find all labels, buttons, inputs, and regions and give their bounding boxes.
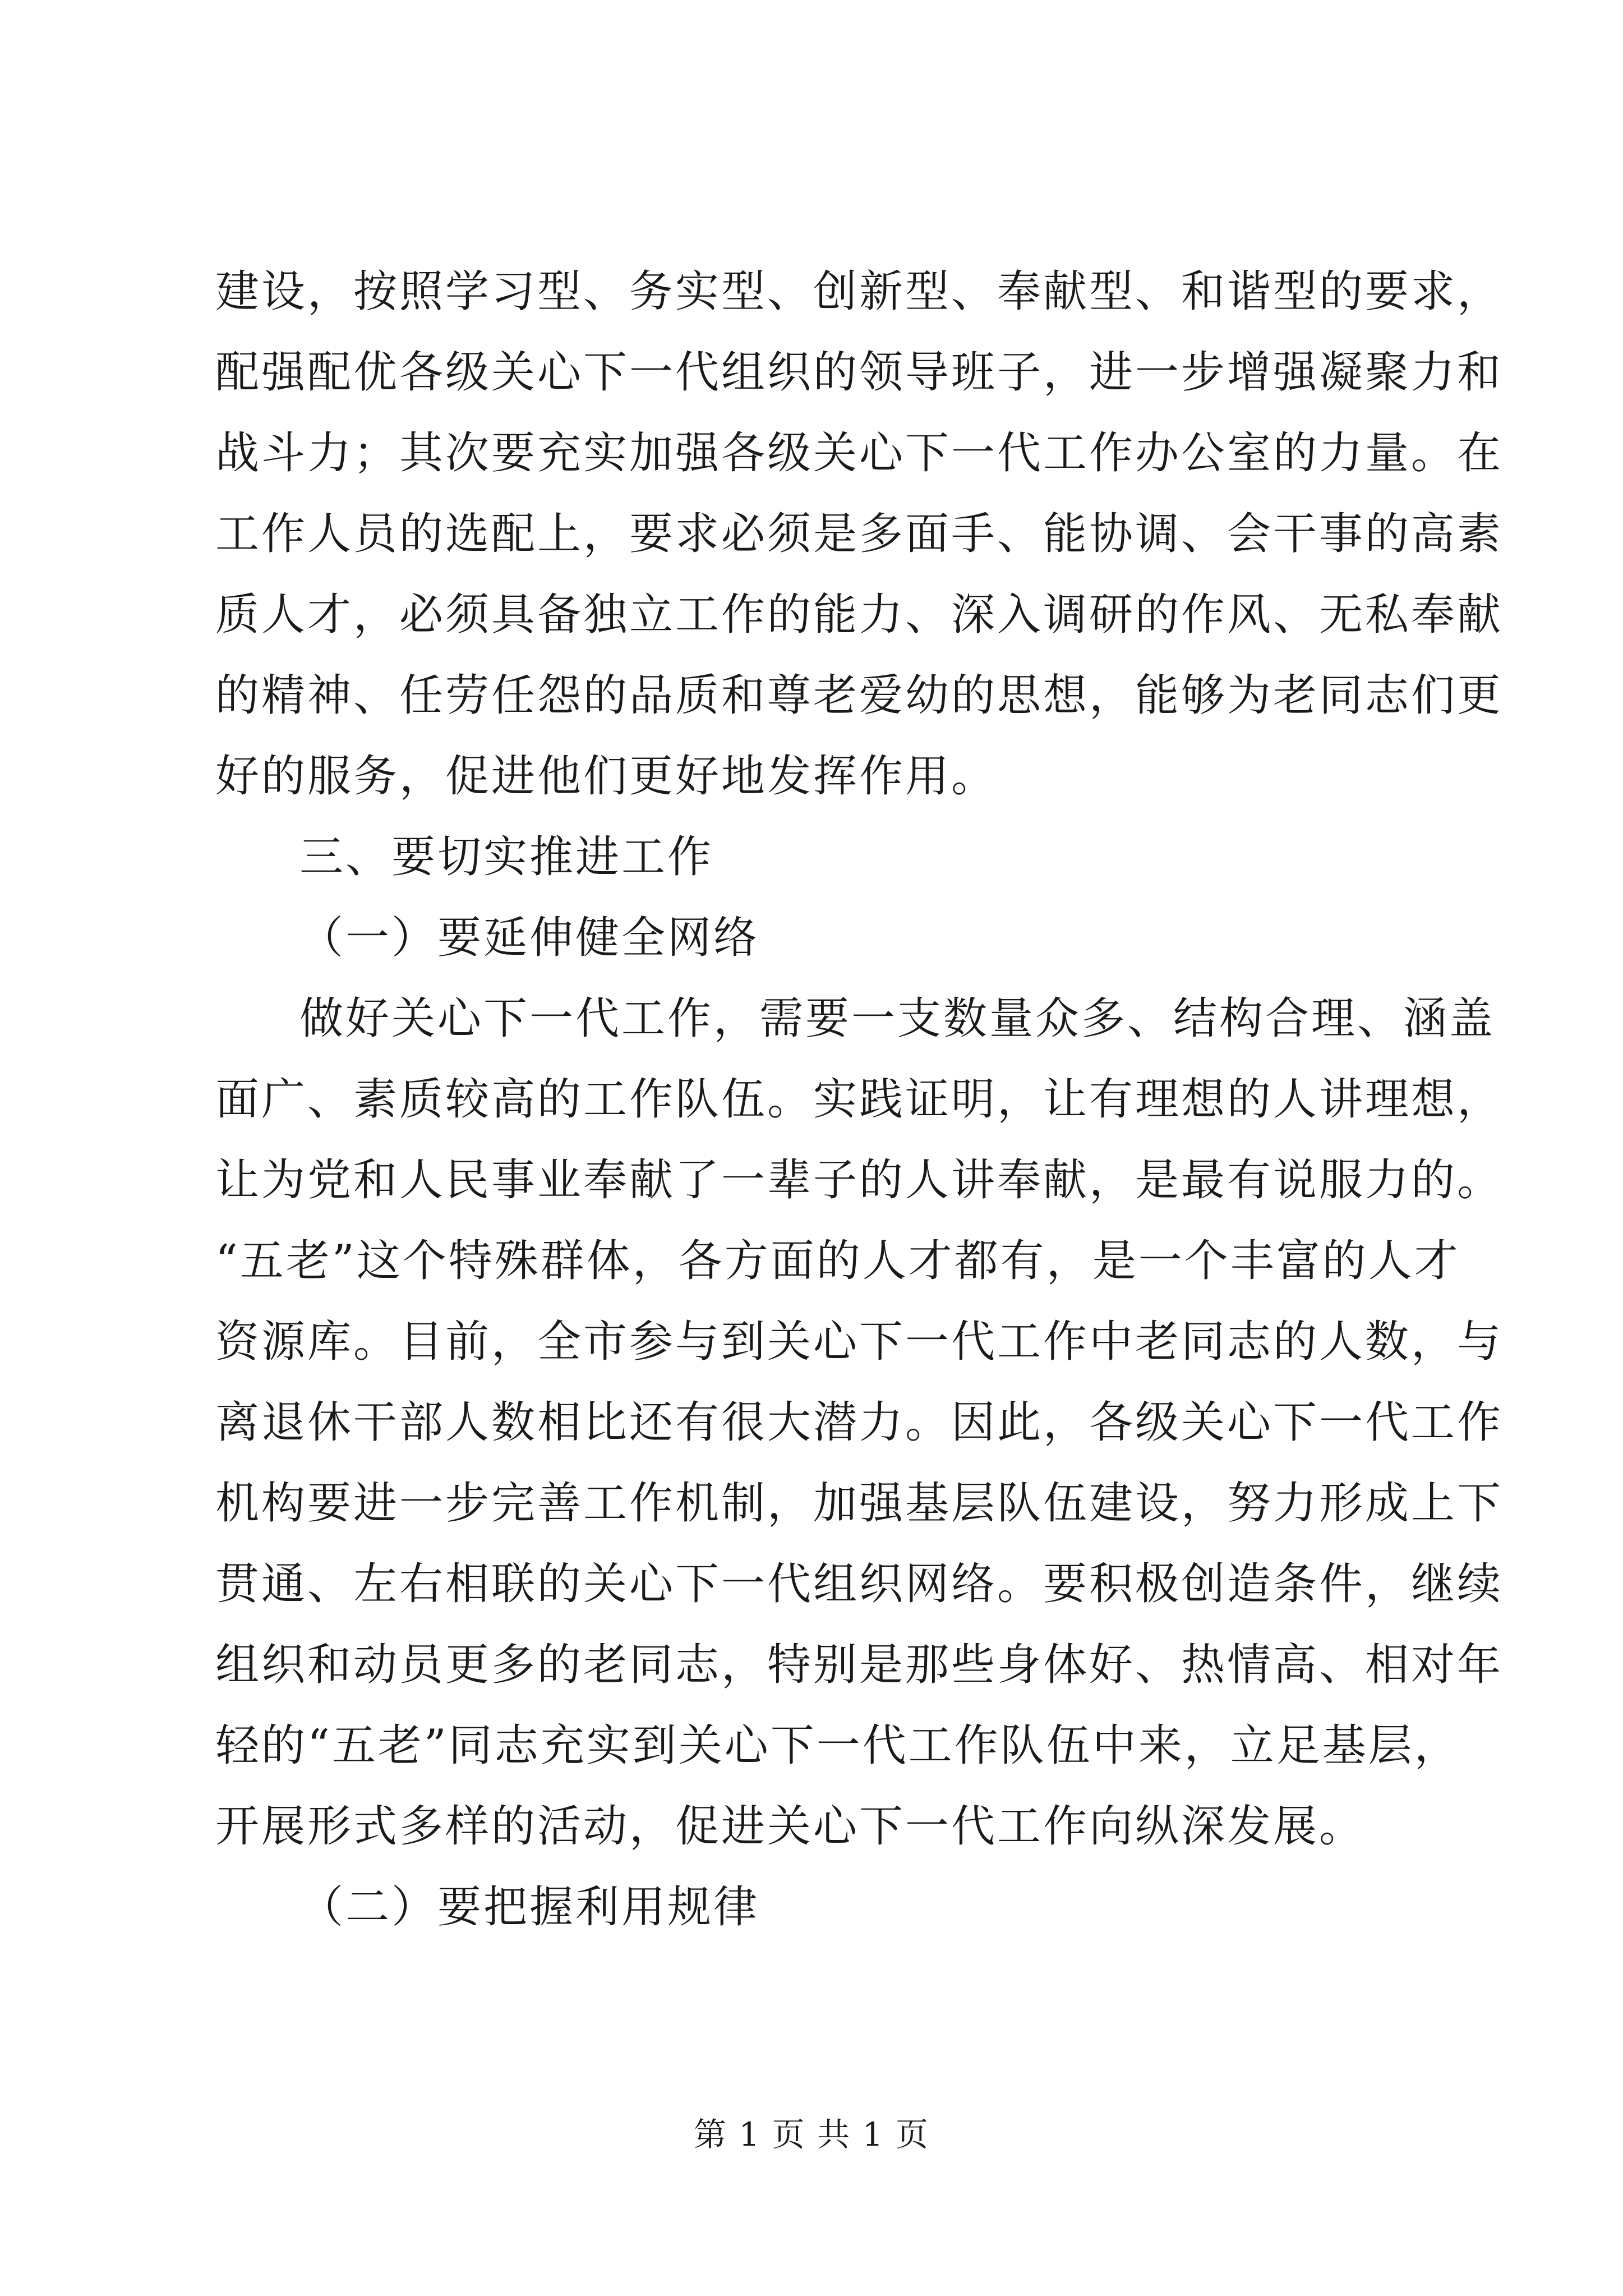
text-line: （一）要延伸健全网络 [299, 913, 760, 963]
text-line: 机构要进一步完善工作机制，加强基层队伍建设，努力形成上下 [215, 1478, 1504, 1529]
text-line: 资源库。目前，全市参与到关心下一代工作中老同志的人数，与 [215, 1317, 1504, 1367]
text-line: 的精神、任劳任怨的品质和尊老爱幼的思想，能够为老同志们更 [215, 670, 1504, 721]
text-line: 轻的“五老”同志充实到关心下一代工作队伍中来，立足基层， [215, 1720, 1460, 1771]
text-line: 工作人员的选配上，要求必须是多面手、能协调、会干事的高素 [215, 509, 1504, 559]
text-line: 战斗力；其次要充实加强各级关心下一代工作办公室的力量。在 [215, 428, 1504, 478]
text-line: 建设，按照学习型、务实型、创新型、奉献型、和谐型的要求， [215, 266, 1504, 317]
text-line: 配强配优各级关心下一代组织的领导班子，进一步增强凝聚力和 [215, 347, 1504, 398]
text-line: 开展形式多样的活动，促进关心下一代工作向纵深发展。 [215, 1801, 1366, 1852]
text-line: 组织和动员更多的老同志，特别是那些身体好、热情高、相对年 [215, 1640, 1504, 1690]
text-line: 让为党和人民事业奉献了一辈子的人讲奉献，是最有说服力的。 [215, 1155, 1504, 1205]
page-footer: 第 1 页 共 1 页 [694, 2115, 929, 2154]
text-line: “五老”这个特殊群体，各方面的人才都有，是一个丰富的人才 [215, 1236, 1460, 1286]
document-body [215, 251, 1504, 1948]
text-line: 质人才，必须具备独立工作的能力、深入调研的作风、无私奉献 [215, 590, 1504, 640]
text-line: 贯通、左右相联的关心下一代组织网络。要积极创造条件，继续 [215, 1559, 1504, 1609]
text-line: 离退休干部人数相比还有很大潜力。因此，各级关心下一代工作 [215, 1397, 1504, 1448]
text-line: 好的服务，促进他们更好地发挥作用。 [215, 751, 998, 802]
text-line: 三、要切实推进工作 [299, 832, 714, 882]
text-line: 面广、素质较高的工作队伍。实践证明，让有理想的人讲理想， [215, 1074, 1504, 1125]
text-line: 做好关心下一代工作，需要一支数量众多、结构合理、涵盖 [299, 993, 1496, 1044]
text-line: （二）要把握利用规律 [299, 1882, 760, 1932]
